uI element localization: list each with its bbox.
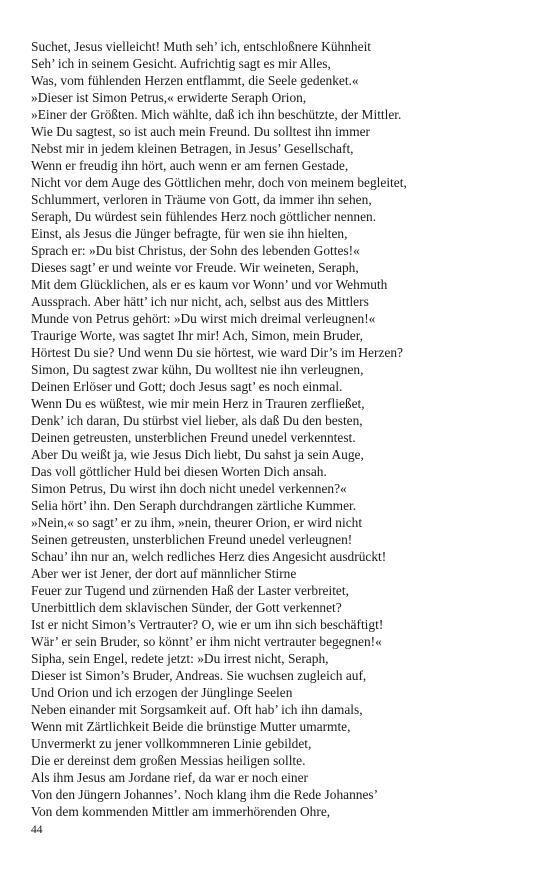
text-line: »Nein,« so sagt’ er zu ihm, »nein, theurer Orion, er wird nicht [31,515,363,530]
text-line: Schlummert, verloren in Träume von Gott, da immer ihn sehen, [31,192,372,207]
text-line: Deinen getreusten, unsterblichen Freund unedel verkenntest. [31,430,356,445]
text-line: Einst, als Jesus die Jünger befragte, für wen sie ihn hielten, [31,226,348,241]
text-line: Das voll göttlicher Huld bei diesen Worten Dich ansah. [31,464,327,479]
text-line: Wie Du sagtest, so ist auch mein Freund. Du solltest ihn immer [31,124,371,139]
text-line: Seh’ ich in seinem Gesicht. Aufrichtig sagt es mir Alles, [31,56,331,71]
text-line: Als ihm Jesus am Jordane rief, da war er noch einer [31,770,309,785]
text-line: Von den Jüngern Johannes’. Noch klang ihm die Rede Johannes’ [31,787,379,802]
text-line: Selia hört’ ihn. Den Seraph durchdrangen zärtliche Kummer. [31,498,357,513]
text-line: Hörtest Du sie? Und wenn Du sie hörtest, wie ward Dir’s im Herzen? [31,345,403,360]
text-line: »Einer der Größten. Mich wählte, daß ich ihn beschützte, der Mittler. [31,107,402,122]
text-line: Seinen getreusten, unsterblichen Freund unedel verleugnen! [31,532,353,547]
text-line: Ist er nicht Simon’s Vertrauter? O, wie er um ihn sich beschäftigt! [31,617,384,632]
text-line: Schau’ ihn nur an, welch redliches Herz dies Angesicht ausdrückt! [31,549,387,564]
text-line: Deinen Erlöser und Gott; doch Jesus sagt’ es noch einmal. [31,379,343,394]
text-line: Aber Du weißt ja, wie Jesus Dich liebt, Du sahst ja sein Auge, [31,447,364,462]
text-line: Sprach er: »Du bist Christus, der Sohn des lebenden Gottes!« [31,243,360,258]
text-line: Nicht vor dem Auge des Göttlichen mehr, doch von meinem begleitet, [31,175,407,190]
text-line: Seraph, Du würdest sein fühlendes Herz noch göttlicher nennen. [31,209,377,224]
text-line: Aber wer ist Jener, der dort auf männlicher Stirne [31,566,297,581]
text-line: Aussprach. Aber hätt’ ich nur nicht, ach, selbst aus des Mittlers [31,294,369,309]
text-line: Die er dereinst dem großen Messias heiligen sollte. [31,753,306,768]
text-line: Dieses sagt’ er und weinte vor Freude. Wir weineten, Seraph, [31,260,359,275]
text-line: Dieser ist Simon’s Bruder, Andreas. Sie wuchsen zugleich auf, [31,668,367,683]
text-line: Suchet, Jesus vielleicht! Muth seh’ ich, entschloßnere Kühnheit [31,39,372,54]
text-line: Wenn Du es wüßtest, wie mir mein Herz in Trauren zerfließet, [31,396,365,411]
text-line: Nebst mir in jedem kleinen Betragen, in Jesus’ Gesellschaft, [31,141,354,156]
text-line: Wenn mit Zärtlichkeit Beide die brünstige Mutter umarmte, [31,719,351,734]
text-line: Und Orion und ich erzogen der Jünglinge Seelen [31,685,293,700]
text-line: Unerbittlich dem sklavischen Sünder, der Gott verkennet? [31,600,342,615]
poem-text-block [31,38,536,820]
text-line: Sipha, sein Engel, redete jetzt: »Du irrest nicht, Seraph, [31,651,329,666]
text-line: »Dieser ist Simon Petrus,« erwiderte Seraph Orion, [31,90,307,105]
text-line: Was, vom fühlenden Herzen entflammt, die Seele gedenket.« [31,73,359,88]
text-line: Simon Petrus, Du wirst ihn doch nicht unedel verkennen?« [31,481,347,496]
text-line: Unvermerkt zu jener vollkommneren Linie gebildet, [31,736,312,751]
text-line: Denk’ ich daran, Du stürbst viel lieber, als daß Du den besten, [31,413,363,428]
text-line: Von dem kommenden Mittler am immerhörenden Ohre, [31,804,331,819]
text-line: Neben einander mit Sorgsamkeit auf. Oft hab’ ich ihn damals, [31,702,363,717]
text-line: Feuer zur Tugend und zürnenden Haß der Laster verbreitet, [31,583,349,598]
text-line: Mit dem Glücklichen, als er es kaum vor Wonn’ und vor Wehmuth [31,277,388,292]
page-number: 44 [31,824,43,836]
text-line: Wenn er freudig ihn hört, auch wenn er am fernen Gestade, [31,158,349,173]
text-line: Munde von Petrus gehört: »Du wirst mich dreimal verleugnen!« [31,311,376,326]
text-line: Wär’ er sein Bruder, so könnt’ er ihm nicht vertrauter begegnen!« [31,634,382,649]
text-line: Simon, Du sagtest zwar kühn, Du wolltest nie ihn verleugnen, [31,362,364,377]
text-line: Traurige Worte, was sagtet Ihr mir! Ach, Simon, mein Bruder, [31,328,363,343]
